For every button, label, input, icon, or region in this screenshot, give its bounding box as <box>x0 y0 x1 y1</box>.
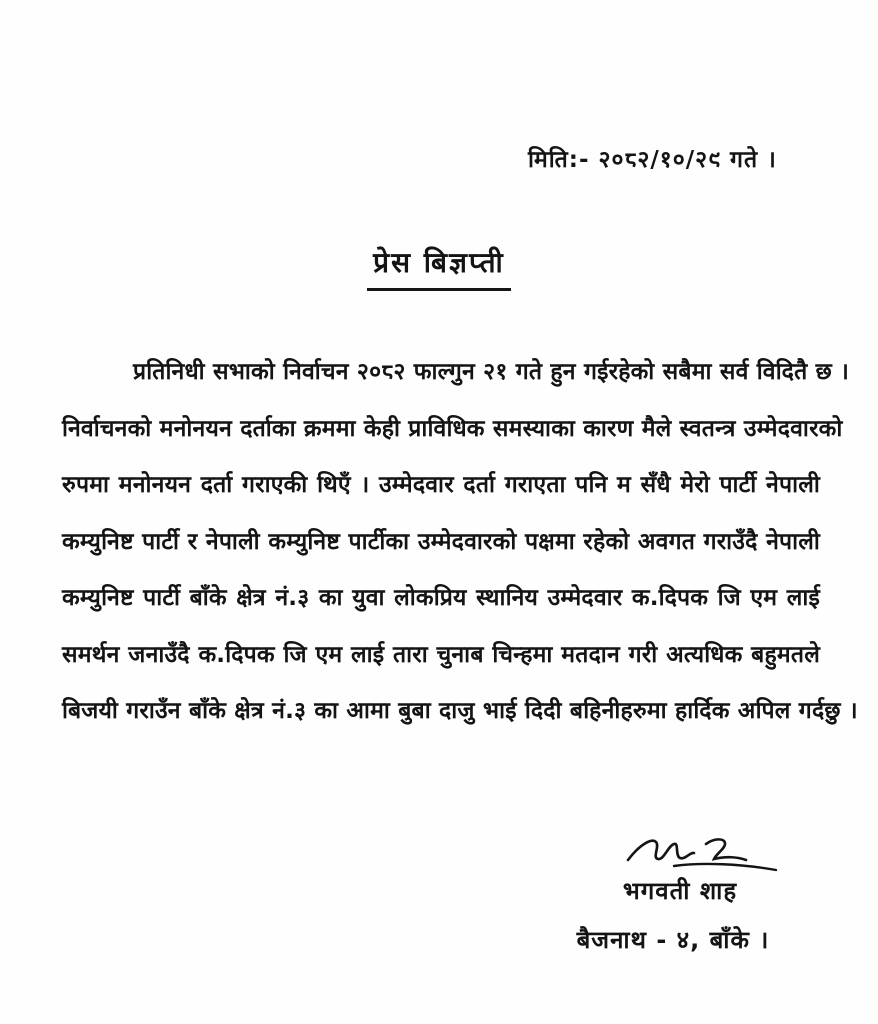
body-line: कम्युनिष्ट पार्टी र नेपाली कम्युनिष्ट पार्टीका उम्मेदवारको पक्षमा रहेको अवगत गराउँदै नेपाली <box>62 528 820 555</box>
press-release-title: प्रेस बिज्ञप्ती <box>367 243 511 291</box>
title-wrap <box>0 243 878 291</box>
body-paragraph <box>62 352 858 748</box>
date-line: मिति:- २०८२/१०/२९ गते । <box>528 147 777 173</box>
body-line: रुपमा मनोनयन दर्ता गराएकी थिएँ । उम्मेदवार दर्ता गराएता पनि म सँधै मेरो पार्टी नेपाली <box>62 472 820 498</box>
body-line: बिजयी गराउँन बाँके क्षेत्र नं.३ का आमा बुबा दाजु भाई दिदी बहिनीहरुमा हार्दिक अपिल गर्दछु । <box>62 698 858 724</box>
body-line: समर्थन जनाउँदै क.दिपक जि एम लाई तारा चुनाब चिन्हमा मतदान गरी अत्यधिक बहुमतले <box>62 641 820 668</box>
signatory-address: बैजनाथ - ४, बाँके । <box>576 926 770 954</box>
signature-block <box>560 826 800 956</box>
signatory-name: भगवती शाह <box>622 877 738 905</box>
body-line: निर्वाचनको मनोनयन दर्ताका क्रममा केही प्राविधिक समस्याका कारण मैले स्वतन्त्र उम्मेदवारको <box>62 415 843 442</box>
body-line: कम्युनिष्ट पार्टी बाँके क्षेत्र नं.३ का युवा लोकप्रिय स्थानिय उम्मेदवार क.दिपक जि एम लाई <box>62 585 820 611</box>
body-line: प्रतिनिधी सभाको निर्वाचन २०८२ फाल्गुन २१ गते हुन गईरहेको सबैमा सर्व विदितै छ । <box>133 359 850 385</box>
handwritten-signature-icon <box>622 826 782 878</box>
